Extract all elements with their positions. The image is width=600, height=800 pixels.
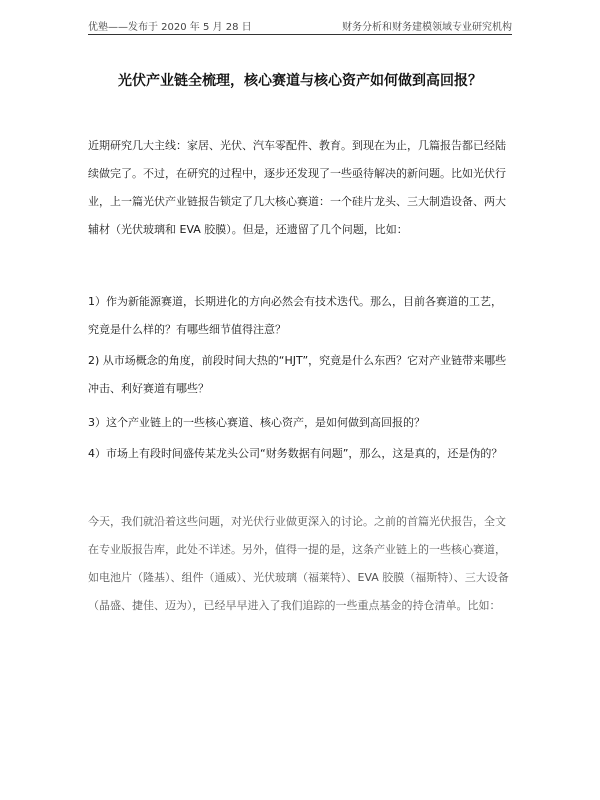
closing-paragraph: 今天，我们就沿着这些问题，对光伏行业做更深入的讨论。之前的首篇光伏报告，全文在专业版报告库，此处不详述。另外，值得一提的是，这条产业链上的一些核心赛道，如电池片（隆基）、组件（通威）、光伏玻璃（福莱特）、EVA 胶膜（福斯特）、三大设备（晶盛、捷佳、迈为），已经早早进入了我们追踪的一些重点基金的持仓清单。比如： [88, 515, 509, 612]
question-2: 2) 从市场概念的角度，前段时间大热的“HJT”，究竟是什么东西？它对产业链带来哪些冲击、利好赛道有哪些？ [88, 354, 507, 395]
question-3: 3）这个产业链上的一些核心赛道、核心资产，是如何做到高回报的？ [88, 416, 425, 429]
header-publish-info: 优塾——发布于 2020 年 5 月 28 日 [88, 22, 252, 33]
intro-paragraph: 近期研究几大主线：家居、光伏、汽车零配件、教育。到现在为止，几篇报告都已经陆续做完了。不过，在研究的过程中，逐步还发现了一些亟待解决的新问题。比如光伏行业，上一篇光伏产业链报告锁定了几大核心赛道：一个硅片龙头、三大制造设备、两大辅材（光伏玻璃和 EVA 胶膜）。但是，还遗留了几个问题，比如： [88, 139, 506, 236]
header-organization: 财务分析和财务建模领域专业研究机构 [342, 22, 512, 33]
question-1: 1）作为新能源赛道，长期进化的方向必然会有技术迭代。那么，目前各赛道的工艺，究竟是什么样的？有哪些细节值得注意？ [88, 295, 502, 336]
page-header [88, 14, 512, 35]
article-title: 光伏产业链全梳理，核心赛道与核心资产如何做到高回报？ [118, 73, 482, 89]
question-4: 4）市场上有段时间盛传某龙头公司“财务数据有问题”，那么，这是真的，还是伪的？ [88, 447, 503, 460]
